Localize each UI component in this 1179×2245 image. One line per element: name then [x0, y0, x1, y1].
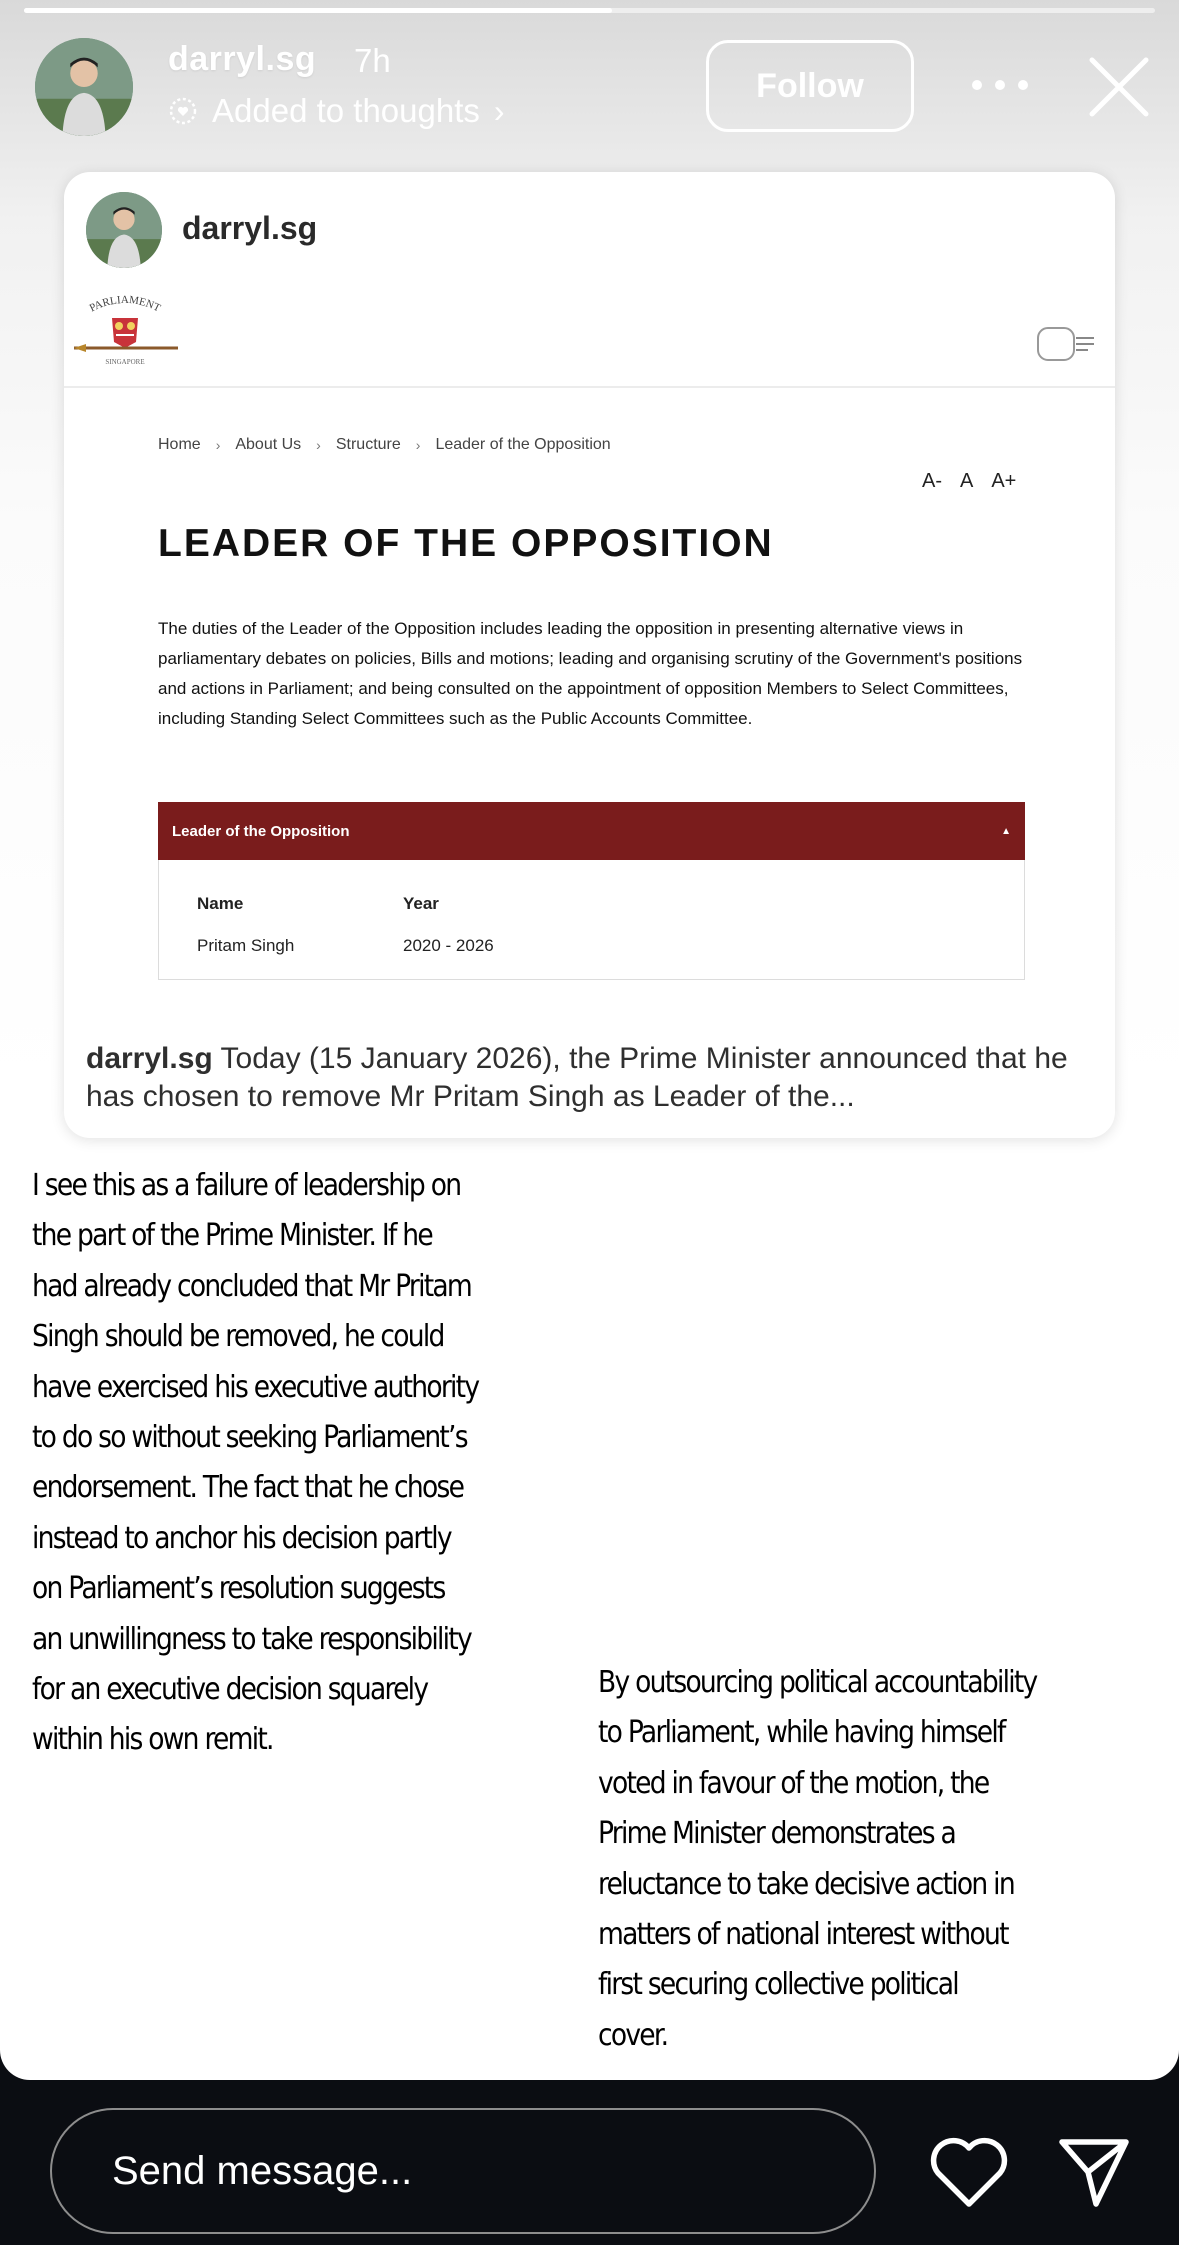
- column-header-name: Name: [197, 894, 244, 913]
- table-row: [197, 925, 494, 967]
- avatar[interactable]: [35, 38, 133, 136]
- page-title: LEADER OF THE OPPOSITION: [158, 522, 774, 565]
- svg-text:SINGAPORE: SINGAPORE: [105, 358, 145, 366]
- story-time: 7h: [354, 42, 391, 79]
- text-line: to Parliament, while having himself: [598, 1715, 1005, 1751]
- post-avatar-image: [86, 192, 162, 268]
- heart-icon[interactable]: [928, 2136, 1010, 2210]
- story-progress-bar: [24, 8, 1155, 13]
- text-line: instead to anchor his decision partly: [32, 1520, 451, 1556]
- svg-text:PARLIAMENT: PARLIAMENT: [87, 293, 163, 315]
- text-line: first securing collective political: [598, 1967, 958, 2003]
- font-increase: A+: [991, 470, 1017, 492]
- thought-bubble-icon: [168, 96, 198, 126]
- parliament-logo: [66, 290, 184, 370]
- font-decrease: A-: [922, 470, 942, 492]
- menu-toggle-icon[interactable]: [1036, 322, 1102, 366]
- text-line: endorsement. The fact that he chose: [32, 1470, 464, 1506]
- caption-username: darryl.sg: [86, 1042, 213, 1075]
- breadcrumb-structure: Structure: [335, 436, 401, 453]
- table-header-row: [197, 883, 494, 925]
- accordion-header: [158, 802, 1025, 860]
- added-to-thoughts-label: Added to thoughts: [212, 92, 480, 129]
- added-to-thoughts-link[interactable]: [168, 92, 505, 130]
- more-options-icon[interactable]: [972, 74, 1028, 96]
- font-size-controls: [922, 470, 1016, 493]
- text-line: Singh should be removed, he could: [32, 1319, 444, 1355]
- shared-post-card[interactable]: [64, 172, 1115, 1138]
- column-header-year: Year: [403, 894, 439, 913]
- text-line: I see this as a failure of leadership on: [32, 1168, 461, 1203]
- text-line: the part of the Prime Minister. If he: [32, 1218, 432, 1254]
- caret-up-icon: ▲: [1001, 825, 1011, 837]
- text-line: voted in favour of the motion, the: [598, 1765, 989, 1801]
- post-caption: [86, 1040, 1096, 1116]
- send-icon[interactable]: [1056, 2134, 1132, 2210]
- close-icon[interactable]: [1088, 56, 1150, 118]
- accordion-title: Leader of the Opposition: [172, 822, 350, 840]
- font-default: A: [960, 470, 974, 492]
- story-progress-fill: [24, 8, 612, 13]
- breadcrumb-separator-icon: ›: [415, 437, 421, 453]
- breadcrumb-separator-icon: ›: [316, 437, 321, 453]
- text-line: for an executive decision squarely: [32, 1672, 428, 1708]
- follow-button[interactable]: Follow: [706, 40, 914, 132]
- text-line: to do so without seeking Parliament’s: [32, 1420, 467, 1456]
- text-line: within his own remit.: [32, 1722, 273, 1758]
- message-input[interactable]: [112, 2110, 812, 2232]
- text-line: an unwillingness to take responsibility: [32, 1621, 471, 1657]
- breadcrumb-home: Home: [158, 436, 201, 453]
- breadcrumb-current: Leader of the Opposition: [435, 436, 611, 453]
- avatar-image: [35, 38, 133, 136]
- caption-text: Today (15 January 2026), the Prime Minister announced that he has chosen to remove Mr Pritam Singh as Leader of the...: [86, 1042, 1068, 1113]
- message-bar[interactable]: [50, 2108, 876, 2234]
- story-text-left: [32, 1161, 478, 1766]
- cell-year: 2020 - 2026: [403, 936, 494, 955]
- text-line: on Parliament’s resolution suggests: [32, 1571, 445, 1607]
- text-line: Prime Minister demonstrates a: [598, 1816, 956, 1852]
- story-text-right: [598, 1658, 1037, 2061]
- story-username[interactable]: darryl.sg: [168, 40, 317, 78]
- text-line: matters of national interest without: [598, 1917, 1008, 1953]
- text-line: cover.: [598, 2017, 668, 2053]
- leader-table: [197, 883, 494, 967]
- page-divider: [64, 386, 1115, 388]
- breadcrumb-about-us: About Us: [235, 436, 302, 453]
- text-line: had already concluded that Mr Pritam: [32, 1268, 472, 1304]
- breadcrumb: [158, 436, 611, 454]
- cell-name: Pritam Singh: [197, 936, 295, 955]
- text-line: have exercised his executive authority: [32, 1369, 479, 1405]
- leader-accordion: [158, 802, 1025, 980]
- breadcrumb-separator-icon: ›: [215, 437, 221, 453]
- post-username: darryl.sg: [182, 210, 318, 246]
- text-line: By outsourcing political accountability: [598, 1665, 1037, 1700]
- chevron-right-icon: ›: [493, 92, 505, 129]
- page-description: The duties of the Leader of the Opposition includes leading the opposition in presenting alternative views in parliamentary debates on policies, Bills and motions; leading and organising scrutiny of the Government's positions and actions in Parliament; and being consulted on the appointment of opposition Members to Select Committees, including Standing Select Committees such as the Public Accounts Committee.: [158, 619, 1023, 728]
- text-line: reluctance to take decisive action in: [598, 1866, 1014, 1902]
- post-avatar: [86, 192, 162, 268]
